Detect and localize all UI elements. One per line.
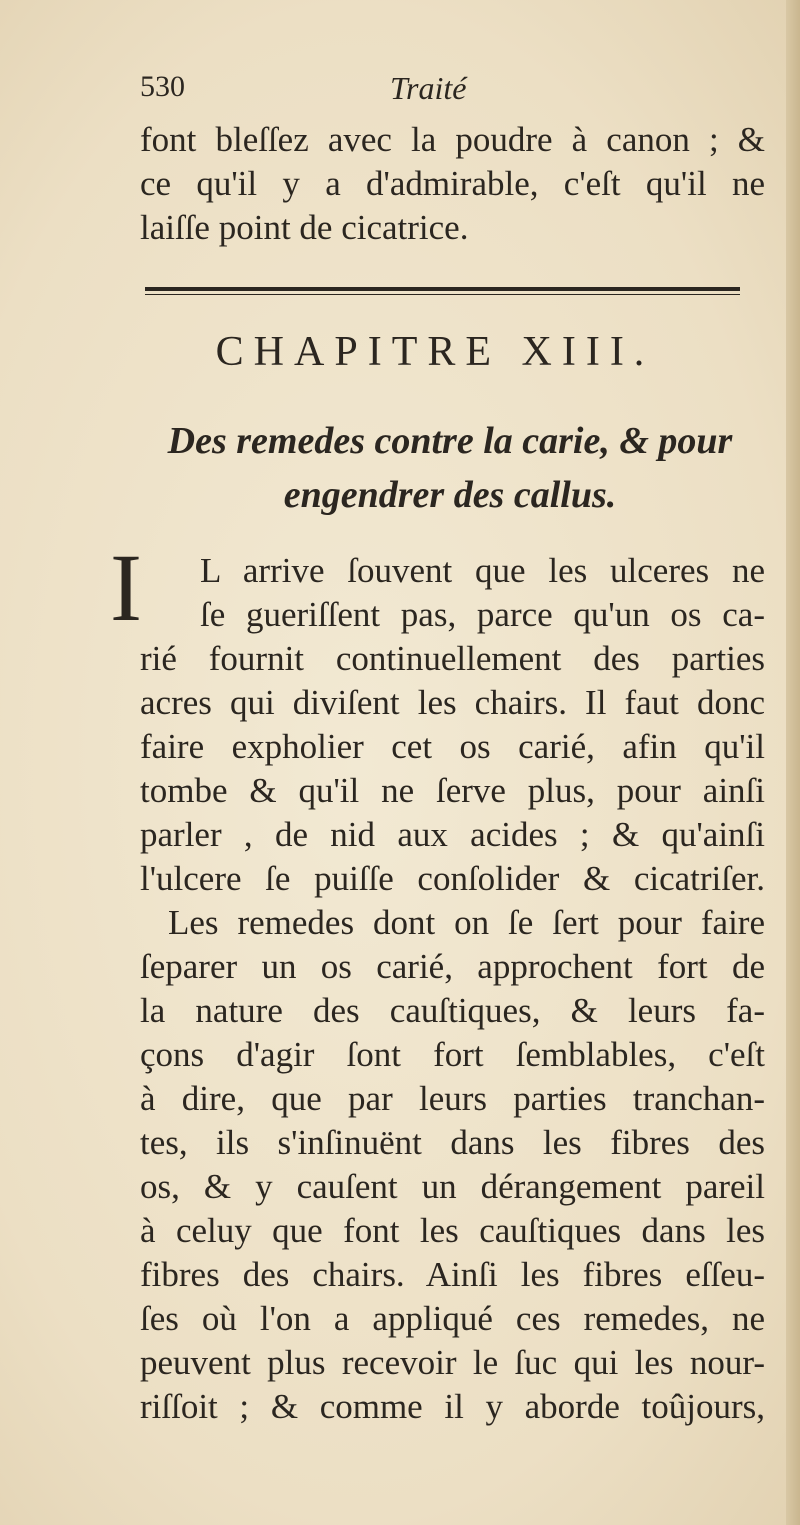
- text-line: laiſſe point de cicatrice.: [140, 208, 469, 247]
- text-line: la nature des cauſtiques, & leurs fa-: [140, 991, 765, 1030]
- text-line: acres qui diviſent les chairs. Il faut donc: [140, 683, 765, 722]
- text-line: peuvent plus recevoir le ſuc qui les nour-: [140, 1343, 765, 1382]
- text-line: font bleſſez avec la poudre à canon ; &: [140, 120, 765, 159]
- text-line: ſe gueriſſent pas, parce qu'un os ca-: [200, 595, 765, 634]
- page-header: [140, 70, 760, 110]
- drop-cap: I: [110, 534, 142, 641]
- page-edge: [786, 0, 800, 1525]
- text-line: ſeparer un os carié, approchent fort de: [140, 947, 765, 986]
- subtitle-line: engendrer des callus.: [283, 474, 617, 516]
- text-line: faire expholier cet os carié, afin qu'il: [140, 727, 765, 766]
- text-line: Les remedes dont on ſe ſert pour faire: [168, 903, 765, 942]
- text-line: à celuy que font les cauſtiques dans les: [140, 1211, 765, 1250]
- text-line: tombe & qu'il ne ſerve plus, pour ainſi: [140, 771, 765, 810]
- text-line: à dire, que par leurs parties tranchan-: [140, 1079, 765, 1118]
- text-line: riſſoit ; & comme il y aborde toûjours,: [140, 1387, 765, 1426]
- page-number: 530: [140, 70, 185, 103]
- text-line: ce qu'il y a d'admirable, c'eſt qu'il ne: [140, 164, 765, 203]
- text-line: L arrive ſouvent que les ulceres ne: [200, 551, 765, 590]
- text-line: l'ulcere ſe puiſſe conſolider & cicatriſer.: [140, 859, 765, 898]
- body-paragraph: [140, 549, 765, 1429]
- text-line: rié fournit continuellement des parties: [140, 639, 765, 678]
- text-line: çons d'agir ſont fort ſemblables, c'eſt: [140, 1035, 765, 1074]
- intro-paragraph: [140, 118, 765, 250]
- text-line: os, & y cauſent un dérangement pareil: [140, 1167, 765, 1206]
- text-line: ſes où l'on a appliqué ces remedes, ne: [140, 1299, 765, 1338]
- running-title: Traité: [390, 70, 467, 106]
- text-line: parler , de nid aux acides ; & qu'ainſi: [140, 815, 765, 854]
- text-line: tes, ils s'inſinuënt dans les fibres des: [140, 1123, 765, 1162]
- text-line: fibres des chairs. Ainſi les fibres eſſeu-: [140, 1255, 765, 1294]
- subtitle-line: Des remedes contre la carie, & pour: [167, 420, 733, 462]
- chapter-title: CHAPITRE XIII.: [215, 329, 655, 375]
- chapter-subtitle: [120, 414, 780, 522]
- section-divider: [145, 287, 740, 291]
